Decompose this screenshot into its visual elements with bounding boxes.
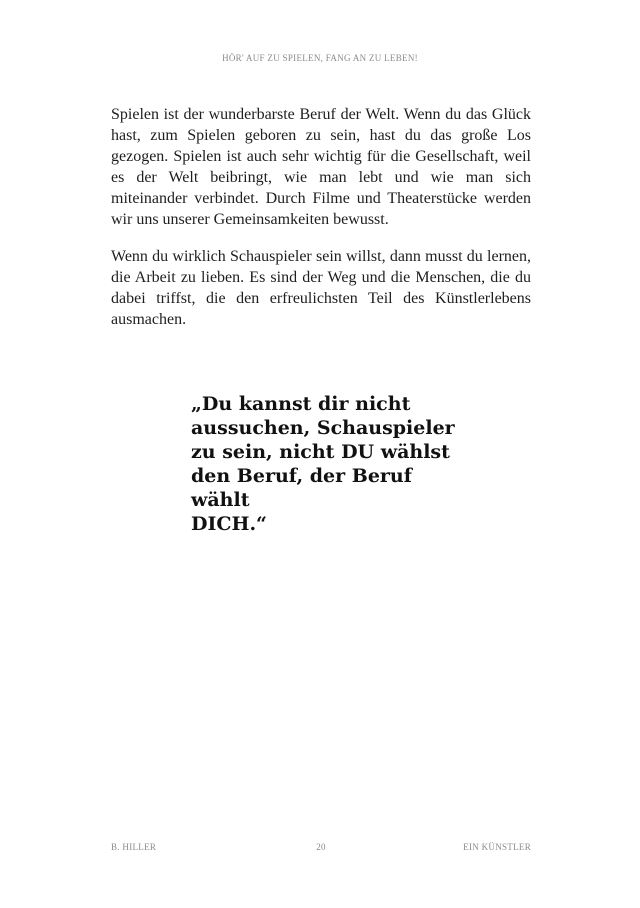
body-paragraph-1: Spielen ist der wunderbarste Beruf der Welt. Wenn du das Glück hast, zum Spielen geboren zu sein, hast du das große Los gezogen. Spielen ist auch sehr wichtig für die Gesellschaft, weil es der Welt beibringt, wie man lebt und wie man sich miteinander verbindet. Durch Filme und Theaterstücke werden wir uns unserer Gemeinsamkeiten bewusst. [111,106,531,228]
footer-book-title: EIN KÜNSTLER [463,842,531,852]
running-header: HÖR' AUF ZU SPIELEN, FANG AN ZU LEBEN! [222,53,418,63]
pull-quote: „Du kannst dir nicht aussuchen, Schauspieler zu sein, nicht DU wählst den Beruf, der Beruf wählt DICH.“ [191,393,455,535]
footer-author: B. HILLER [111,842,157,852]
body-paragraph-2: Wenn du wirklich Schauspieler sein willst, dann musst du lernen, die Arbeit zu lieben. Es sind der Weg und die Menschen, die du dabei triffst, die den erfreulichsten Teil des Künstlerlebens ausmachen. [111,248,531,328]
page-number: 20 [316,842,326,852]
